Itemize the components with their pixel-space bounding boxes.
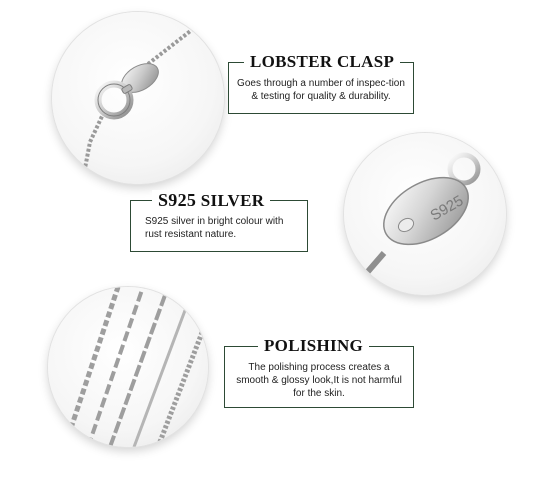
feature-title-rest: SILVER [196, 191, 265, 210]
feature-polishing [224, 336, 414, 408]
feature-title-main: S925 [158, 190, 197, 210]
lobster-clasp-illustration [52, 12, 224, 184]
feature-s925-silver [130, 190, 308, 252]
s925-tag-image [344, 133, 506, 295]
lobster-clasp-image [52, 12, 224, 184]
s925-tag-illustration [344, 133, 506, 295]
chain-styles-illustration [48, 287, 208, 447]
feature-description: The polishing process creates a smooth & glossy look,It is not harmful for the skin. [236, 362, 402, 399]
feature-description: Goes through a number of inspec-tion & testing for quality & durability. [237, 78, 405, 102]
feature-title: POLISHING [258, 336, 369, 356]
feature-lobster-clasp [228, 52, 414, 114]
s925-engraving: S925 [427, 192, 467, 225]
chain-styles-image [48, 287, 208, 447]
feature-description: S925 silver in bright colour with rust resistant nature. [145, 216, 284, 240]
feature-title [152, 190, 270, 211]
feature-title: LOBSTER CLASP [244, 52, 400, 72]
